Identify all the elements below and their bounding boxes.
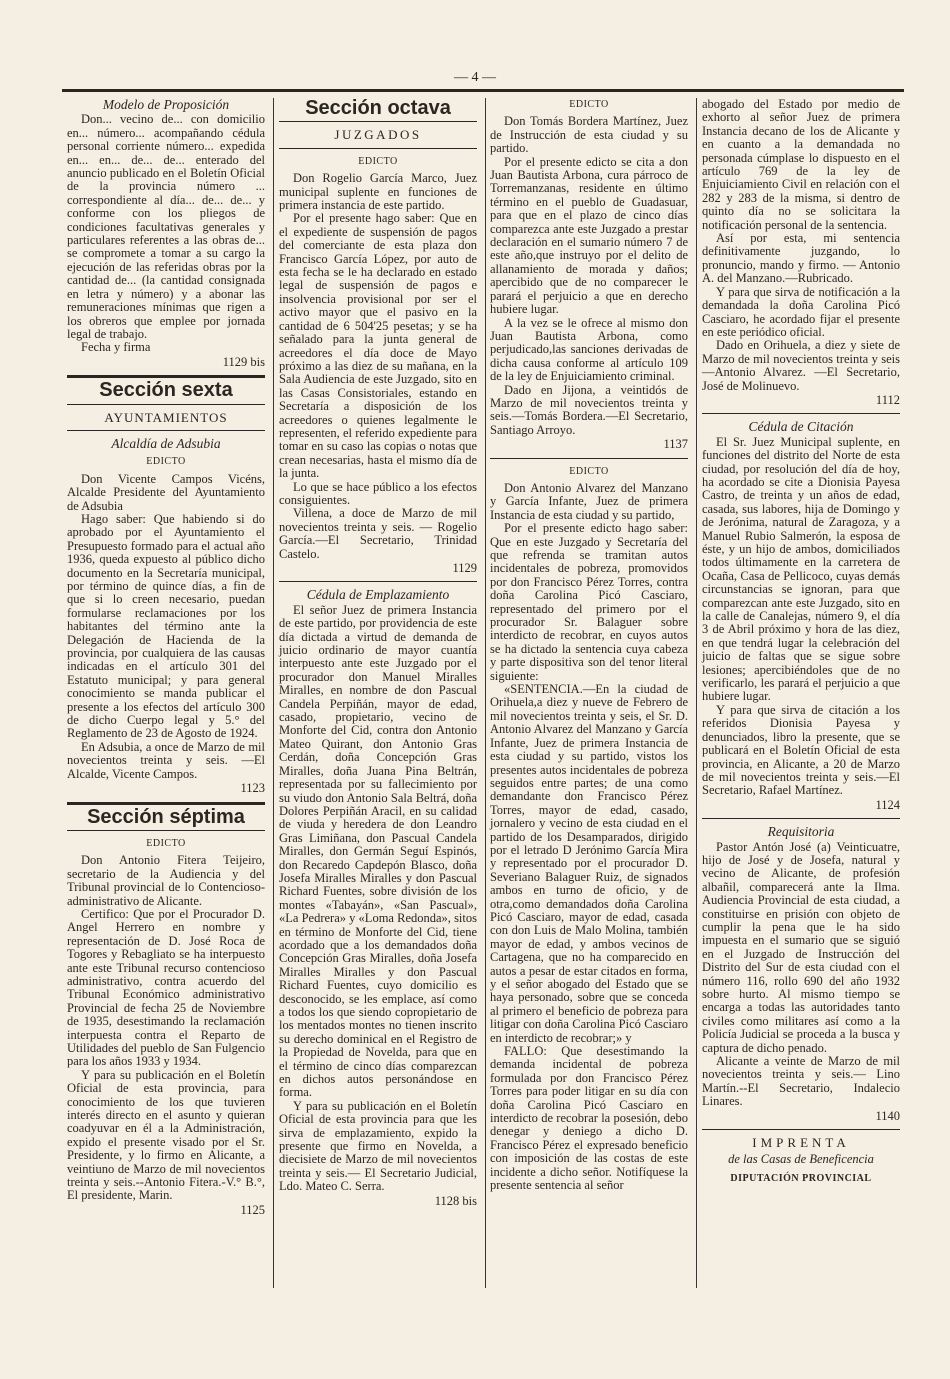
citacion-body: El Sr. Juez Municipal suplente, en funciones del distrito del Norte de esta ciudad, por resolución del día de hoy, ha acordado se cite a Dionisia Payesa Castro, de treinta y un años de edad, casada, sus labores, hija de Domingo y de Jerónima, natural de Zaragoza, y a Manuel Rubio Salmerón, la esposa de éste, y un hijo de ambos, domiciliados todos últimamente en la carretera de Ocaña, Casa de Pellicoco, cuyas demás circunstancias se ignoran, para que comparezcan ante este Juzgado, sito en la calle de Canalejas, número 9, el día 3 de Abril próximo y hora de las diez, en que tendrá lugar la celebración del juicio de faltas que se sigue sobre lesiones; apercibiéndoles que de no verificarlo, les parará el perjuicio a que hubiere lugar. [702, 434, 900, 704]
septima-closing: Y para su publicación en el Boletín Oficial de esta provincia, para conocimiento de los que tuvieren interés directo en el asunto y quieran coadyuvar en él a la Administración, expido el presente visado por el Sr. Presidente, y lo firmo en Alicante, a veintiuno de Marzo de mil novecientos treinta y seis.--Antonio Fitera.-V.° B.°, El presidente, Marin. [67, 1067, 265, 1203]
juzgados-heading: JUZGADOS [334, 127, 422, 143]
edicto-label: EDICTO [569, 465, 609, 477]
imprenta-subtitle: de las Casas de Beneficencia [728, 1152, 874, 1167]
villena-intro: Don Rogelio García Marco, Juez municipal suplente en funciones de primera instancia de este partido. [279, 171, 477, 213]
section-title-octava: Sección octava [305, 97, 451, 119]
orihuela-fallo-cont: abogado del Estado por medio de exhorto al señor Juez de primera Instancia decano de los de Alicante y en cuanto a la demandada no personada cúmplase lo dispuesto en el artículo 769 de la ley de Enjuiciamiento Civil en relación con el 282 y 283 de la misma, si dentro de quinto día no se solicitara la notificación personal de la sentencia. [702, 97, 900, 232]
modelo-firma: Fecha y firma [81, 340, 151, 355]
page-number: — 4 — [454, 70, 496, 85]
cedula-emplazamiento-title: Cédula de Emplazamiento [306, 587, 450, 603]
column-3 [490, 98, 688, 1193]
notice-number: 1123 [240, 781, 265, 796]
section-title-sexta: Sección sexta [99, 379, 233, 402]
edicto-label: EDICTO [146, 837, 186, 849]
divider [490, 458, 688, 459]
notice-number: 1137 [663, 437, 688, 452]
orihuela-body: Por el presente edicto hago saber: Que en este Juzgado y Secretaría del que refrenda se tramitan autos incidentales de pobreza, promovidos por don Francisco Pérez Torres, contra doña Carolina Picó Casciaro, representado del primero por el procurador Sr. Balaguer sobre interdicto de recobrar, en cuyos autos se ha dictado la sentencia cuya cabeza y parte dispositiva son del tenor literal siguiente: [490, 521, 688, 683]
imprenta-heading: IMPRENTA [752, 1135, 850, 1151]
jijona-offer: A la vez se le ofrece al mismo don Juan Bautista Arbona, como perjudicado,las sanciones derivadas de dicha causa conforme al artículo 109 de la ley de Enjuiciamiento criminal. [490, 315, 688, 384]
notice-number: 1129 bis [222, 354, 265, 369]
column-2 [279, 98, 477, 1208]
orihuela-intro: Don Antonio Alvarez del Manzano y García Infante, Juez de primera Instancia de esta ciudad y su partido, [490, 480, 688, 522]
section-rule [279, 121, 477, 122]
edicto-label: EDICTO [569, 99, 609, 110]
villena-body: Por el presente hago saber: Que en el expediente de suspensión de pagos del comerciante de esta plaza don Francisco García López, por auto de esta fecha se le ha declarado en estado legal de suspensión de pagos e insolvencia provisional por ser el activo mayor que el pasivo en la cantidad de 6 504'25 pesetas; y se ha señalado para la junta general de acreedores el día doce de Mayo próximo a las diez de su mañana, en la Sala Audiencia de este Juzgado, sito en las Casas Consistoriales, estando en Secretaría a disposición de los acreedores o quienes legalmente le representen, el referido expediente para tomar en su caso las copias o notas que crean necesarias, hasta el mismo día de la junta. [279, 211, 477, 481]
adsubia-closing: En Adsubia, a once de Marzo de mil novecientos treinta y seis. —El Alcalde, Vicente Campos. [67, 739, 265, 781]
villena-notice: Lo que se hace público a los efectos consiguientes. [279, 479, 477, 507]
section-title-septima: Sección séptima [87, 805, 245, 828]
edicto-label: EDICTO [146, 456, 186, 468]
divider [279, 581, 477, 582]
orihuela-closing: Dado en Orihuela, a diez y siete de Marzo de mil novecientos treinta y seis —Antonio Alvarez. —El Secretario, José de Molinuevo. [702, 338, 900, 393]
adsubia-intro: Don Vicente Campos Vicéns, Alcalde Presidente del Ayuntamiento de Adsubia [67, 471, 265, 513]
section-rule [67, 375, 265, 378]
section-rule [67, 802, 265, 805]
column-divider [696, 98, 697, 1288]
cedula-body: El señor Juez de primera Instancia de este partido, por providencia de este día dictada a virtud de demanda de juicio ordinario de mayor cuantía interpuesto ante este Juzgado por el procurador don Manuel Miralles Miralles, en nombre de don Pascual Candela Perpiñán, mayor de edad, casado, propietario, vecino de Monforte del Cid, contra don Antonio Mateo Quirant, don Antonio Gras Cerdán, doña Concepción Gras Miralles, doña Juana Pina Beltrán, representada por su fallecimiento por su viudo don Antonio Sala Beltrá, doña Dolores Perpiñán Aracil, en su calidad de viuda y heredera de don Leandro Gras Limiñana, don Pascual Candela Miralles, don Germán Seguí Espinós, don Recaredo Capdepón Blasco, doña Josefa Miralles Miralles y don Pascual Richard Fuentes, sobre división de los montes «Tabayán», «San Pascual», «La Pedrera» y «Loma Redonda», sitos en término de Monforte del Cid, tiene acordado que a los demandados doña Concepción Gras Miralles, doña Josefa Miralles Miralles y don Pascual Richard Fuentes, cuyo domicilio es desconocido, se les emplace, así como a todos los que siendo copropietario de los mentados montes no tienen inscrito su derecho dominical en el Registro de la Propiedad de Novelda, para que en el término de cinco días comparezcan en dichos autos personándose en forma. [279, 602, 477, 1100]
orihuela-fallo: FALLO: Que desestimando la demanda incidental de pobreza formulada por don Francisco Pérez Torres para poder litigar en su día con doña Carolina Picó Casciaro en interdicto de recobrar la posesión, debo denegar y deniego a dicho D. Francisco Pérez el expresado beneficio con imposición de las costas de este incidente a dicho señor. Notifíquese la presente sentencia al señor [490, 1044, 688, 1193]
villena-closing: Villena, a doce de Marzo de mil novecientos treinta y seis. — Rogelio García.—El Secretario, Trinidad Castelo. [279, 506, 477, 561]
adsubia-title: Alcaldía de Adsubia [111, 435, 221, 451]
column-divider [273, 98, 274, 1288]
edicto-label: EDICTO [358, 155, 398, 167]
jijona-closing: Dado en Jijona, a veintidós de Marzo de mil novecientos treinta y seis.—Tomás Bordera.—El Secretario, Santiago Arroyo. [490, 382, 688, 437]
orihuela-pronuncio: Así por esta, mi sentencia definitivamente juzgando, lo pronuncio, mando y firmo. — Antonio A. del Manzano.—Rubricado. [702, 231, 900, 286]
notice-number: 1112 [875, 392, 900, 407]
column-4 [702, 98, 900, 1189]
cedula-closing: Y para su publicación en el Boletín Oficial de esta provincia para que les sirva de emplazamiento, expido la presente que firmo en Novelda, a diecisiete de Marzo de mil novecientos treinta y seis.— El Secretario Judicial, Ldo. Mateo C. Serra. [279, 1098, 477, 1194]
adsubia-body: Hago saber: Que habiendo si do aprobado por el Ayuntamiento el Presupuesto formado para el actual año 1936, queda expuesto al público dicho documento en la Secretaría municipal, por término de quince días, a fin de que si lo creen necesario, puedan formularse reclamaciones por los habitantes del término ante la Delegación de Hacienda de la provincia, por cualquiera de las causas indicadas en el artículo 301 del Estatuto municipal; y para general conocimiento se manda publicar el presente a los efectos del artículo 300 de dicho Cuerpo legal y 5.° del Reglamento de 23 de Agosto de 1924. [67, 511, 265, 741]
jijona-intro: Don Tomás Bordera Martínez, Juez de Instrucción de esta ciudad y su partido. [490, 114, 688, 156]
orihuela-notificacion: Y para que sirva de notificación a la demandada la doña Carolina Picó Casciaro, he acordado fijar el presente en este periódico oficial. [702, 284, 900, 339]
column-1 [67, 98, 265, 1217]
jijona-body: Por el presente edicto se cita a don Juan Bautista Arbona, cura párroco de Torremanzanas, residente en último término en el pueblo de Guadasuar, para que en el plazo de cinco días comparezca ante este Juzgado a prestar declaración en el sumario número 7 de este año,que instruyo por el delito de allanamiento de morada y daños; apercibido que de no comparecer le parará el perjuicio a que en derecho hubiere lugar. [490, 154, 688, 317]
diputacion-label: DIPUTACIÓN PROVINCIAL [730, 1172, 872, 1184]
modelo-body: Don... vecino de... con domicilio en... número... acompañando cédula personal corriente número... expedida en... en... de... de... enterado del anuncio publicado en el Boletín Oficial de la provincia número ... correspondiente al día... de... de... y conforme con los pliegos de condiciones facultativas generales y particulares referentes a las obras de... se compromete a tomar a su cargo la ejecución de las referidas obras por la cantidad de... (la cantidad consignada en letra y número) y a abonar las remuneraciones mínimas que rigen a los obreros que emplee por jornada legal de trabajo. [67, 112, 265, 341]
section-rule [67, 830, 265, 831]
divider [279, 148, 477, 149]
notice-number: 1128 bis [434, 1193, 477, 1208]
top-rule [62, 89, 904, 92]
septima-intro: Don Antonio Fitera Teijeiro, secretario de la Audiencia y del Tribunal provincial de lo Contencioso-administrativo de Alicante. [67, 853, 265, 908]
cedula-citacion-title: Cédula de Citación [748, 419, 854, 435]
ayuntamientos-heading: AYUNTAMIENTOS [104, 409, 228, 425]
divider [702, 818, 900, 819]
citacion-closing: Y para que sirva de citación a los referidos Dionisia Payesa y denunciados, libro la presente, que se publicará en el Boletín Oficial de esta provincia, en Alicante, a 20 de Marzo de mil novecientos treinta y seis.—El Secretario, Rafael Martínez. [702, 702, 900, 798]
septima-body: Certifico: Que por el Procurador D. Angel Herrero en nombre y representación de D. José Roca de Togores y Rebagliato se ha interpuesto ante este Tribunal recurso contencioso administrativo, contra acuerdo del Tribunal Económico administrativo Provincial de fecha 25 de Noviembre de 1935, desestimando la reclamación interpuesta contra el Reparto de Utilidades del pueblo de San Fulgencio para los años 1933 y 1934. [67, 906, 265, 1069]
notice-number: 1129 [452, 561, 477, 575]
notice-number: 1140 [875, 1108, 900, 1123]
section-rule [67, 404, 265, 405]
modelo-title: Modelo de Proposición [102, 97, 230, 112]
divider [702, 1129, 900, 1130]
requisitoria-closing: Alicante a veinte de Marzo de mil novecientos treinta y seis.— Lino Martín.--El Secretario, Indalecio Linares. [702, 1054, 900, 1109]
divider [702, 413, 900, 414]
notice-number: 1124 [875, 797, 900, 812]
orihuela-sentencia: «SENTENCIA.—En la ciudad de Orihuela,a diez y nueve de Febrero de mil novecientos treinta y seis, el Sr. D. Antonio Alvarez del Manzano y García Infante, Juez de primera Instancia de esta ciudad y su partido, vistos los presentes autos incidentales de pobreza seguidos entre partes; de una como demandante don Francisco Pérez Torres, mayor de edad, casado, jornalero y vecino de esta ciudad en el partido de los Desamparados, dirigido por el letrado D Jerónimo García Mira y representado por el procurador D. Severiano Balaguer Ruiz, de signados ambos en turno de oficio, y de otra,como demandados doña Carolina Picó Casciaro, mayor de edad, casada con don Luis de Malo Molina, también mayor de edad, y ambos vecinos de Cartagena, que no ha comparecido en autos a pesar de estar citados en forma, y el señor abogado del Estado que se haya personado, sobre que se conceda al primero el beneficio de pobreza para litigar con doña Carolina Picó Casciaro en interdicto de recobrar;» y [490, 682, 688, 1045]
requisitoria-body: Pastor Antón José (a) Veinticuatre, hijo de José y de Josefa, natural y vecino de Alicante, de profesión albañil, comparecerá ante la Ilma. Audiencia Provincial de esta ciudad, a constituirse en prisión con objeto de cumplir la pena que le ha sido impuesta en el sumario que se siguió en el Juzgado de Instrucción del Distrito del Sur de esta ciudad con el número 116, rollo 690 del año 1932 sobre hurto. Al mismo tiempo se encarga a todas las autoridades tanto civiles como militares así como a la Policía Judicial se proceda a la busca y captura de dicho penado. [702, 839, 900, 1055]
notice-number: 1125 [240, 1202, 265, 1217]
divider [67, 430, 265, 431]
requisitoria-title: Requisitoria [767, 824, 835, 840]
column-divider [485, 98, 486, 1288]
